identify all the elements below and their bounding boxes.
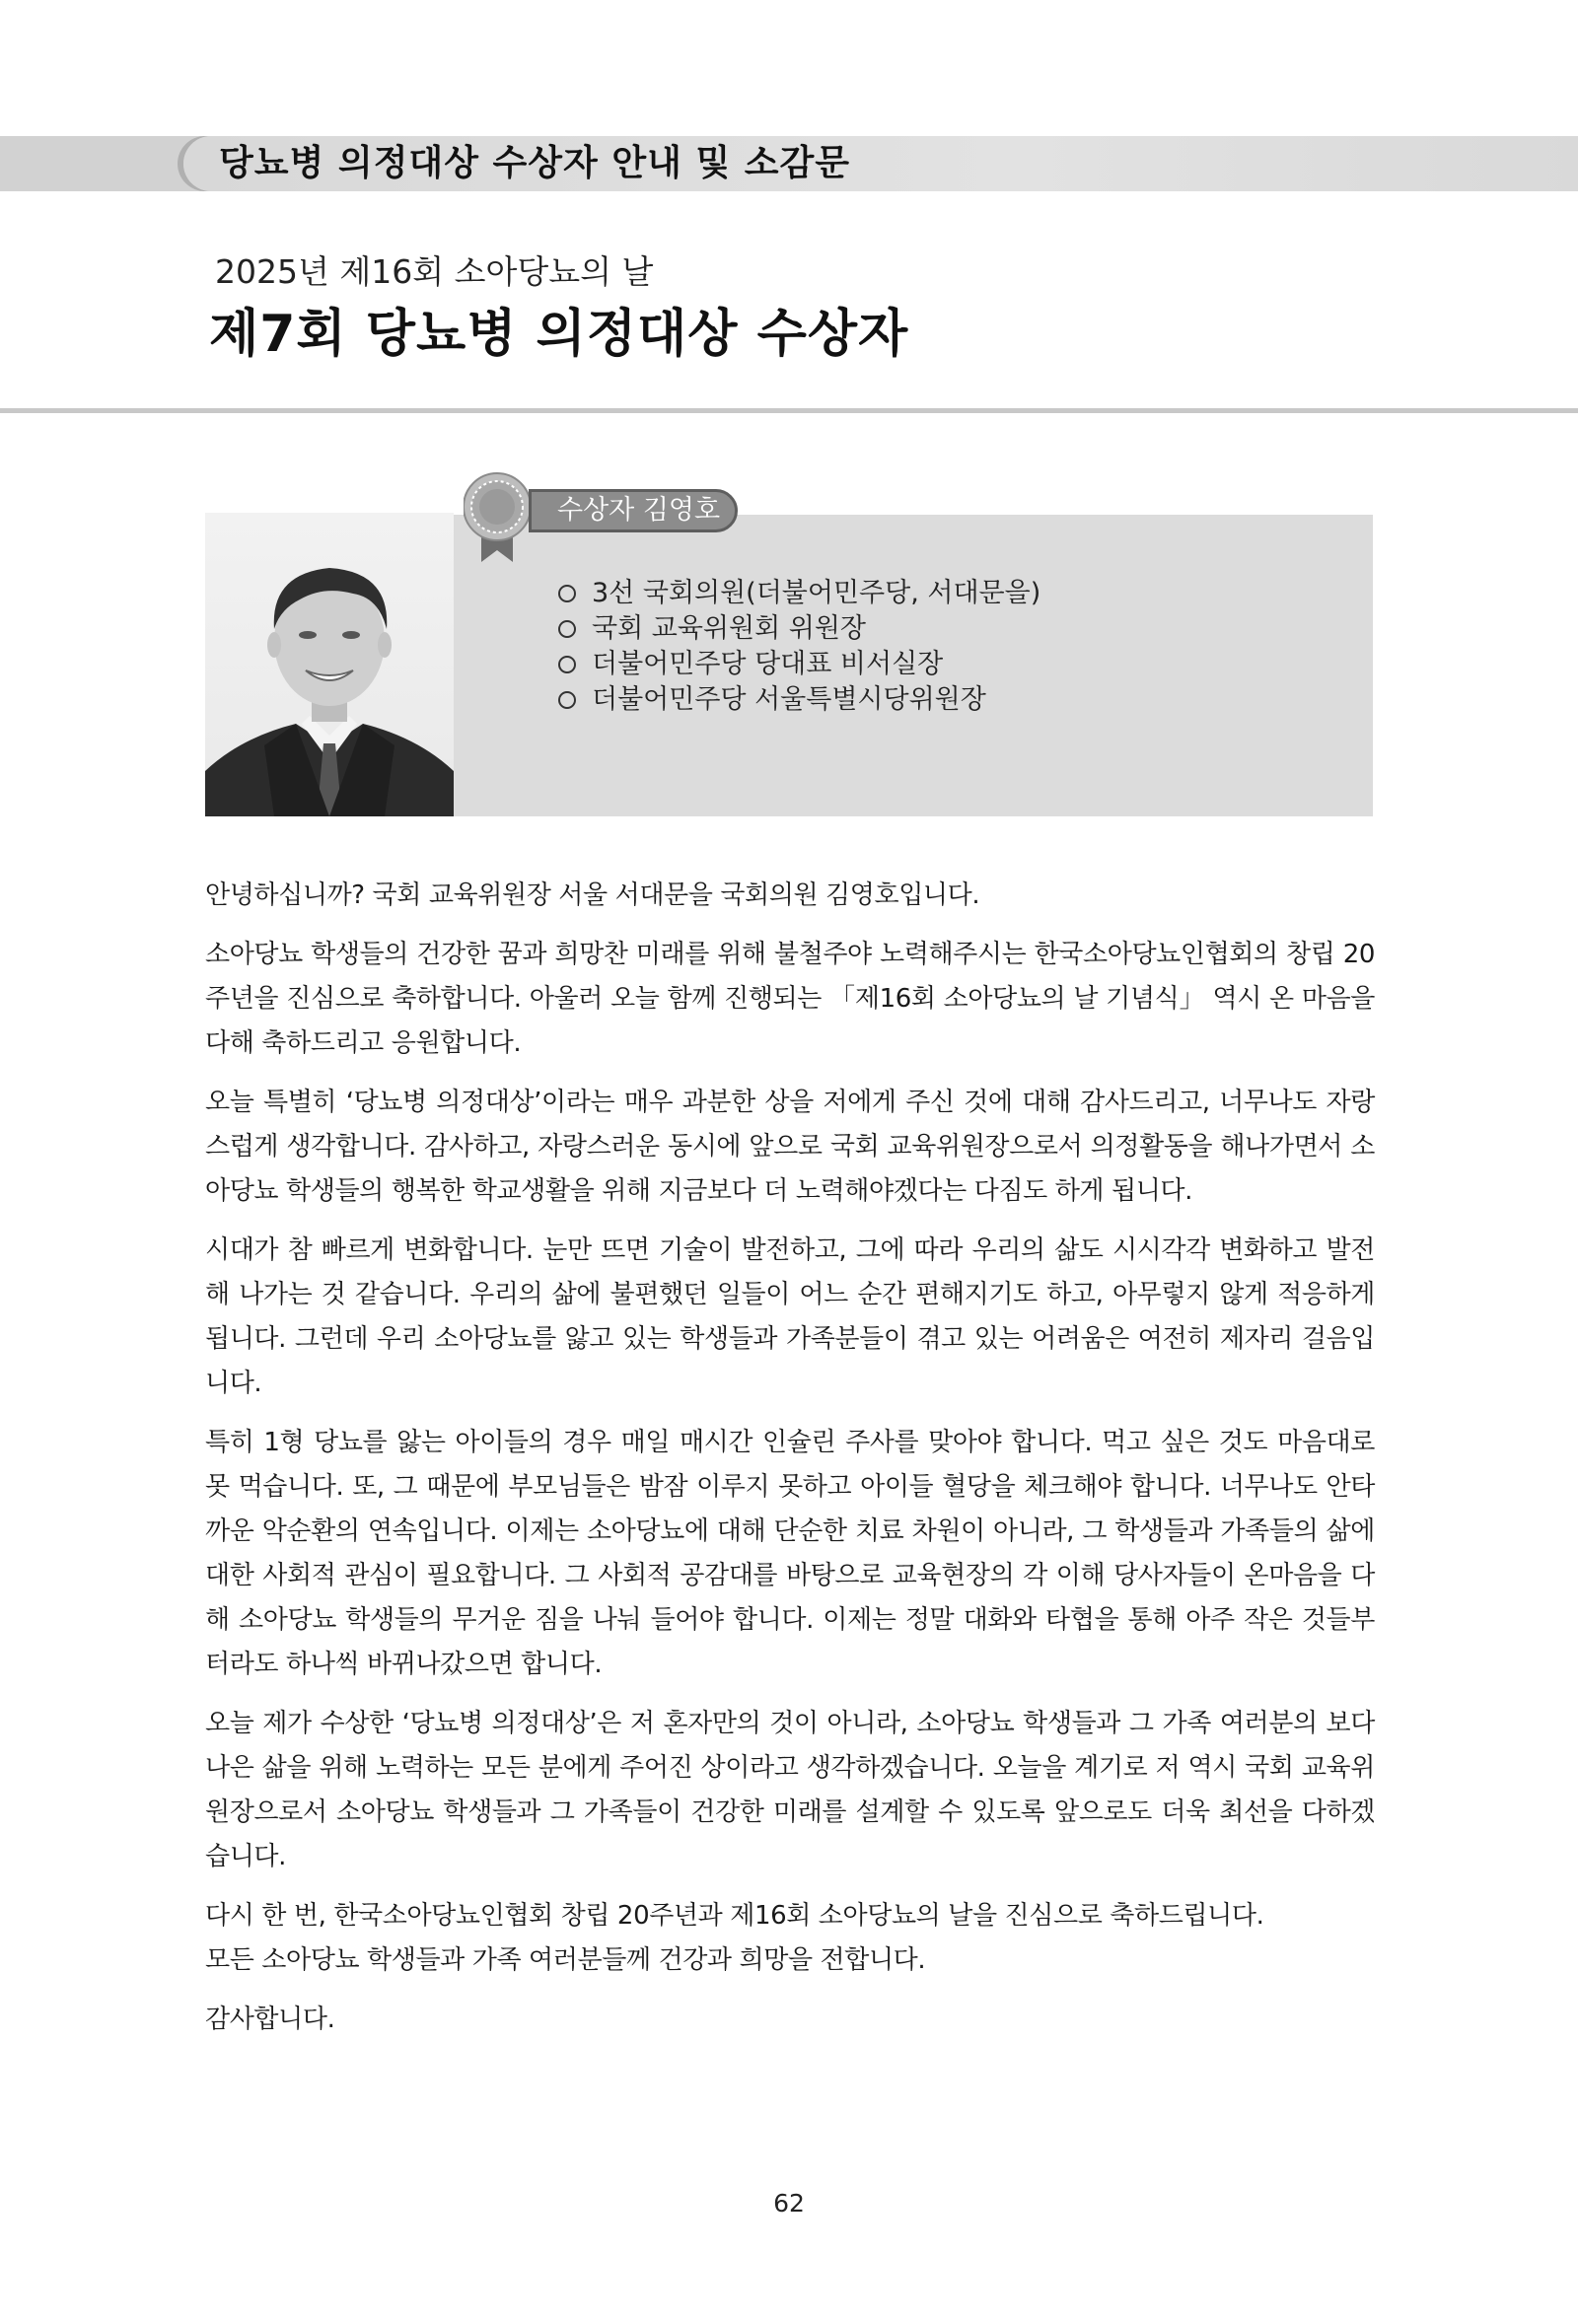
awardee-photo	[205, 513, 454, 816]
circle-bullet-icon	[558, 585, 576, 602]
speech-paragraph: 소아당뇨 학생들의 건강한 꿈과 희망찬 미래를 위해 불철주야 노력해주시는 한국소아당뇨인협회의 창립 20주년을 진심으로 축하합니다. 아울러 오늘 함께 진행되는 「제16회 소아당뇨의 날 기념식」 역시 온 마음을 다해 축하드리고 응원합니다.	[205, 940, 1375, 1058]
event-subtitle: 2025년 제16회 소아당뇨의 날	[215, 252, 654, 291]
circle-bullet-icon	[558, 691, 576, 709]
awardee-label: 수상자 김영호	[529, 489, 738, 532]
circle-bullet-icon	[558, 656, 576, 673]
speech-paragraph: 오늘 특별히 ‘당뇨병 의정대상’이라는 매우 과분한 상을 저에게 주신 것에 대해 감사드리고, 너무나도 자랑스럽게 생각합니다. 감사하고, 자랑스러운 동시에 앞으로 국회 교육위원장으로서 의정활동을 해나가면서 소아당뇨 학생들의 행복한 학교생활을 위해 지금보다 더 노력해야겠다는 다짐도 하게 됩니다.	[205, 1088, 1375, 1206]
bio-item: 국회 교육위원회 위원장	[558, 611, 1040, 647]
speech-paragraph: 오늘 제가 수상한 ‘당뇨병 의정대상’은 저 혼자만의 것이 아니라, 소아당뇨 학생들과 그 가족 여러분의 보다 나은 삶을 위해 노력하는 모든 분에게 주어진 상이라고 생각하겠습니다. 오늘을 계기로 저 역시 국회 교육위원장으로서 소아당뇨 학생들과 그 가족들이 건강한 미래를 설계할 수 있도록 앞으로도 더욱 최선을 다하겠습니다.	[205, 1709, 1375, 1871]
title-divider	[0, 408, 1578, 413]
page-number: 62	[773, 2189, 805, 2218]
section-title: 당뇨병 의정대상 수상자 안내 및 소감문	[219, 143, 851, 183]
speech-closing: 모든 소아당뇨 학생들과 가족 여러분들께 건강과 희망을 전합니다.	[205, 1945, 926, 1975]
speech-paragraph: 시대가 참 빠르게 변화합니다. 눈만 뜨면 기술이 발전하고, 그에 따라 우리의 삶도 시시각각 변화하고 발전해 나가는 것 같습니다. 우리의 삶에 불편했던 일들이 어느 순간 편해지기도 하고, 아무렇지 않게 적응하게 됩니다. 그런데 우리 소아당뇨를 앓고 있는 학생들과 가족분들이 겪고 있는 어려움은 여전히 제자리 걸음입니다.	[205, 1235, 1375, 1398]
speech-paragraph: 안녕하십니까? 국회 교육위원장 서울 서대문을 국회의원 김영호입니다.	[205, 880, 980, 910]
bio-item: 3선 국회의원(더불어민주당, 서대문을)	[558, 576, 1040, 611]
medal-icon	[464, 469, 538, 564]
speech-signoff: 감사합니다.	[205, 2005, 335, 2034]
page-title: 제7회 당뇨병 의정대상 수상자	[209, 305, 909, 364]
speech-paragraph: 특히 1형 당뇨를 앓는 아이들의 경우 매일 매시간 인슐린 주사를 맞아야 합니다. 먹고 싶은 것도 마음대로 못 먹습니다. 또, 그 때문에 부모님들은 밤잠 이루지 못하고 아이들 혈당을 체크해야 합니다. 너무나도 안타까운 악순환의 연속입니다. 이제는 소아당뇨에 대해 단순한 치료 차원이 아니라, 그 학생들과 가족들의 삶에 대한 사회적 관심이 필요합니다. 그 사회적 공감대를 바탕으로 교육현장의 각 이해 당사자들이 온마음을 다해 소아당뇨 학생들의 무거운 짐을 나눠 들어야 합니다. 이제는 정말 대화와 타협을 통해 아주 작은 것들부터라도 하나씩 바뀌나갔으면 합니다.	[205, 1428, 1375, 1679]
acceptance-speech	[205, 874, 1375, 2057]
circle-bullet-icon	[558, 620, 576, 638]
bio-item: 더불어민주당 서울특별시당위원장	[558, 682, 1040, 718]
bio-item: 더불어민주당 당대표 비서실장	[558, 647, 1040, 682]
speech-closing: 다시 한 번, 한국소아당뇨인협회 창립 20주년과 제16회 소아당뇨의 날을 진심으로 축하드립니다.	[205, 1901, 1264, 1931]
awardee-bio-list	[558, 576, 1040, 718]
portrait-illustration	[205, 513, 454, 816]
